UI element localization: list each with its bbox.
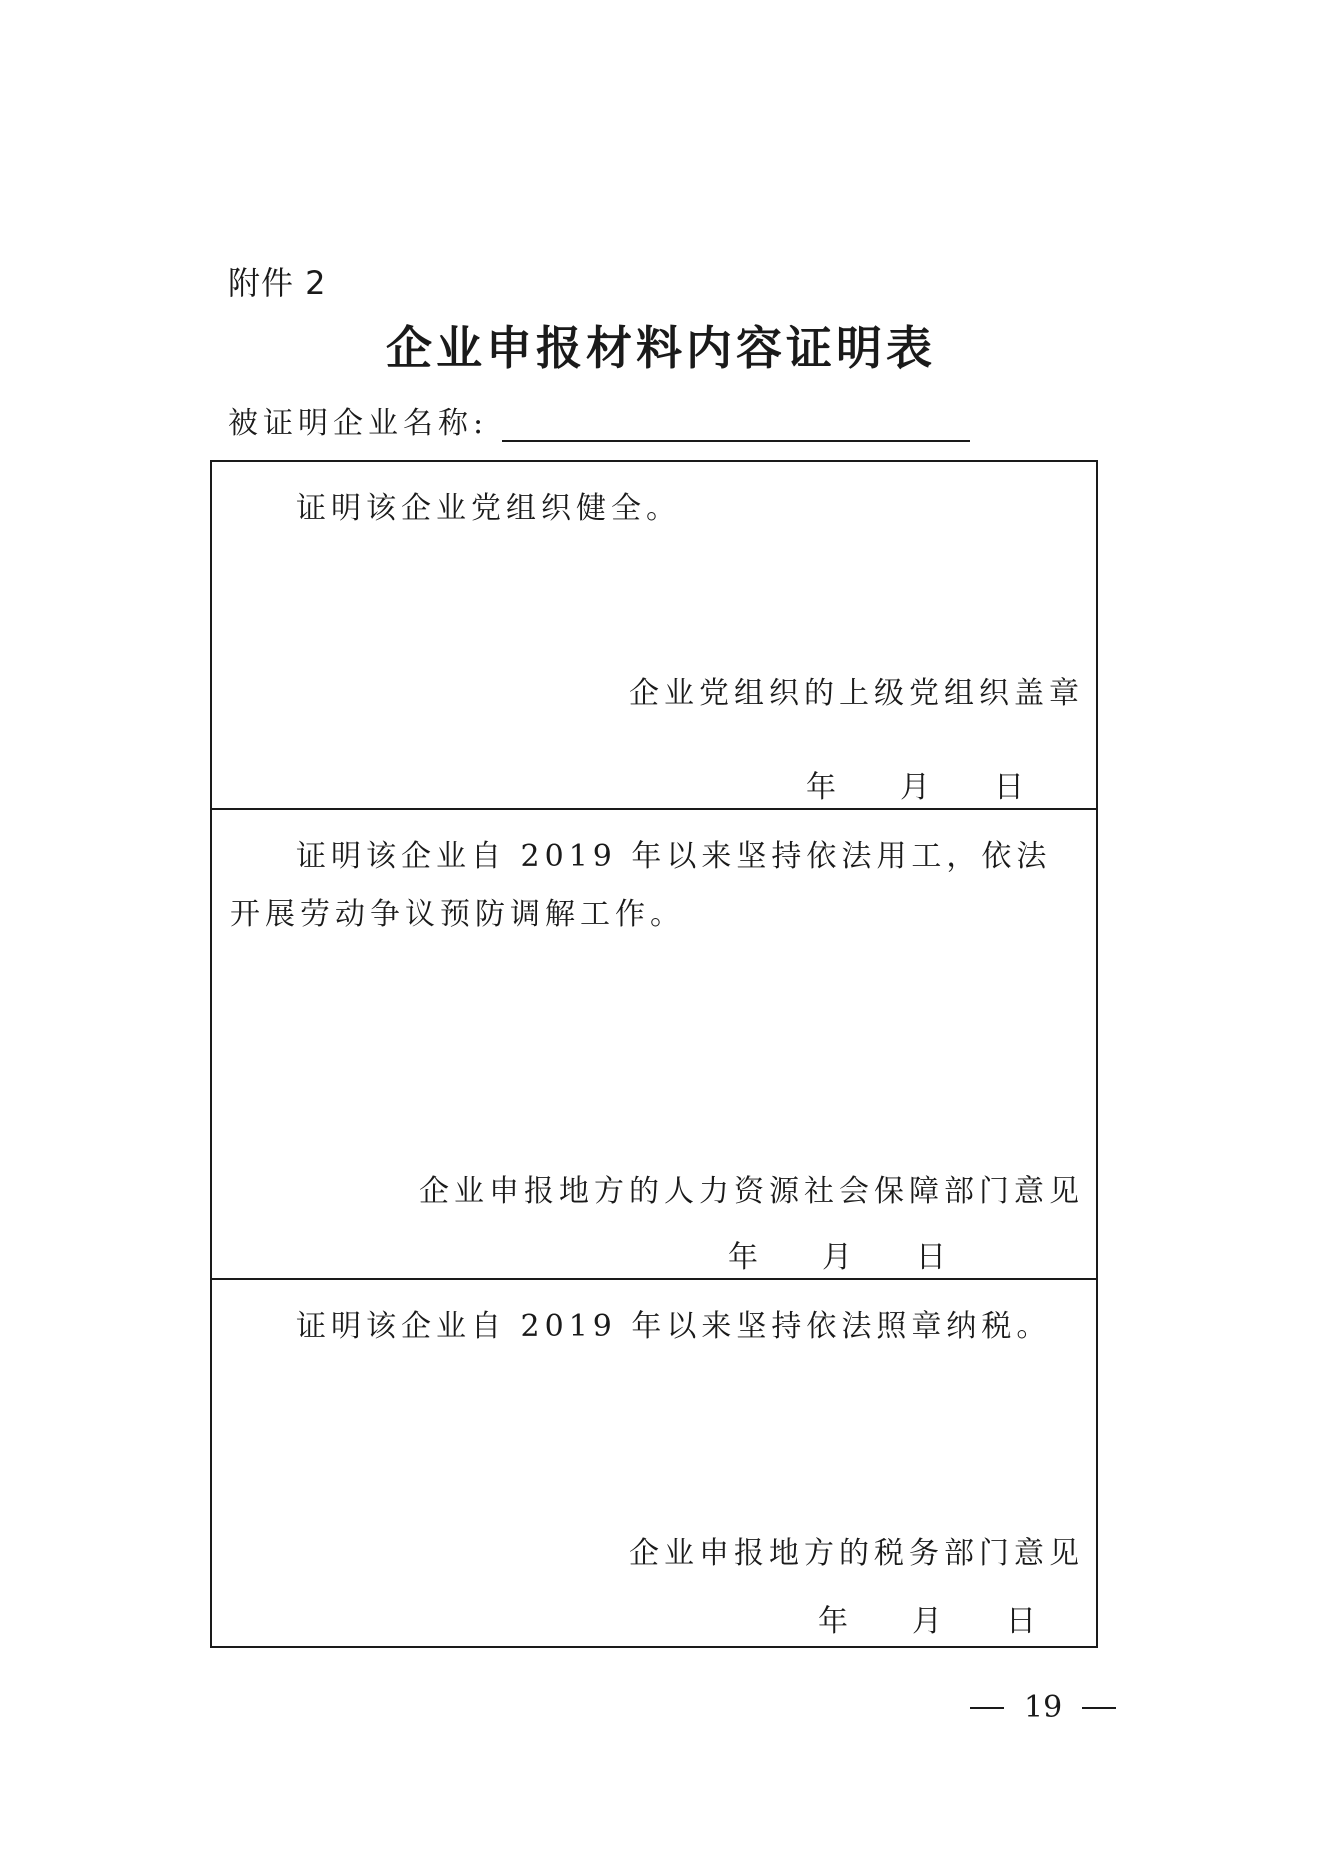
party-date — [806, 762, 1024, 806]
labor-statement: 证明该企业自 2019 年以来坚持依法用工，依法开展劳动争议预防调解工作。 — [230, 839, 1052, 932]
tax-statement: 证明该企业自 2019 年以来坚持依法照章纳税。 — [296, 1309, 1052, 1344]
party-signatory: 企业党组织的上级党组织盖章 — [629, 676, 1084, 711]
page-dash-left — [970, 1707, 1004, 1709]
labor-signatory: 企业申报地方的人力资源社会保障部门意见 — [419, 1174, 1084, 1209]
date-month-label: 月 — [822, 1240, 852, 1275]
attachment-label: 附件 2 — [228, 264, 327, 302]
tax-signatory: 企业申报地方的税务部门意见 — [629, 1536, 1084, 1571]
tax-date — [818, 1596, 1036, 1640]
certification-table — [210, 460, 1098, 1648]
page-number-value: 19 — [1024, 1690, 1063, 1725]
date-day-label: 日 — [916, 1240, 946, 1275]
document-title: 企业申报材料内容证明表 — [386, 321, 936, 375]
company-name-label: 被证明企业名称: — [228, 406, 489, 441]
party-statement: 证明该企业党组织健全。 — [296, 491, 681, 526]
date-year-label: 年 — [806, 770, 836, 805]
labor-section — [212, 810, 1096, 1280]
tax-section — [212, 1280, 1096, 1646]
party-organization-section — [212, 462, 1096, 810]
labor-date — [728, 1232, 946, 1276]
date-day-label: 日 — [1006, 1604, 1036, 1639]
page-number — [970, 1690, 1116, 1725]
date-day-label: 日 — [994, 770, 1024, 805]
date-month-label: 月 — [900, 770, 930, 805]
page-dash-right — [1082, 1707, 1116, 1709]
company-name-row — [228, 398, 970, 442]
date-month-label: 月 — [912, 1604, 942, 1639]
date-year-label: 年 — [818, 1604, 848, 1639]
date-year-label: 年 — [728, 1240, 758, 1275]
company-name-field[interactable] — [502, 406, 970, 442]
